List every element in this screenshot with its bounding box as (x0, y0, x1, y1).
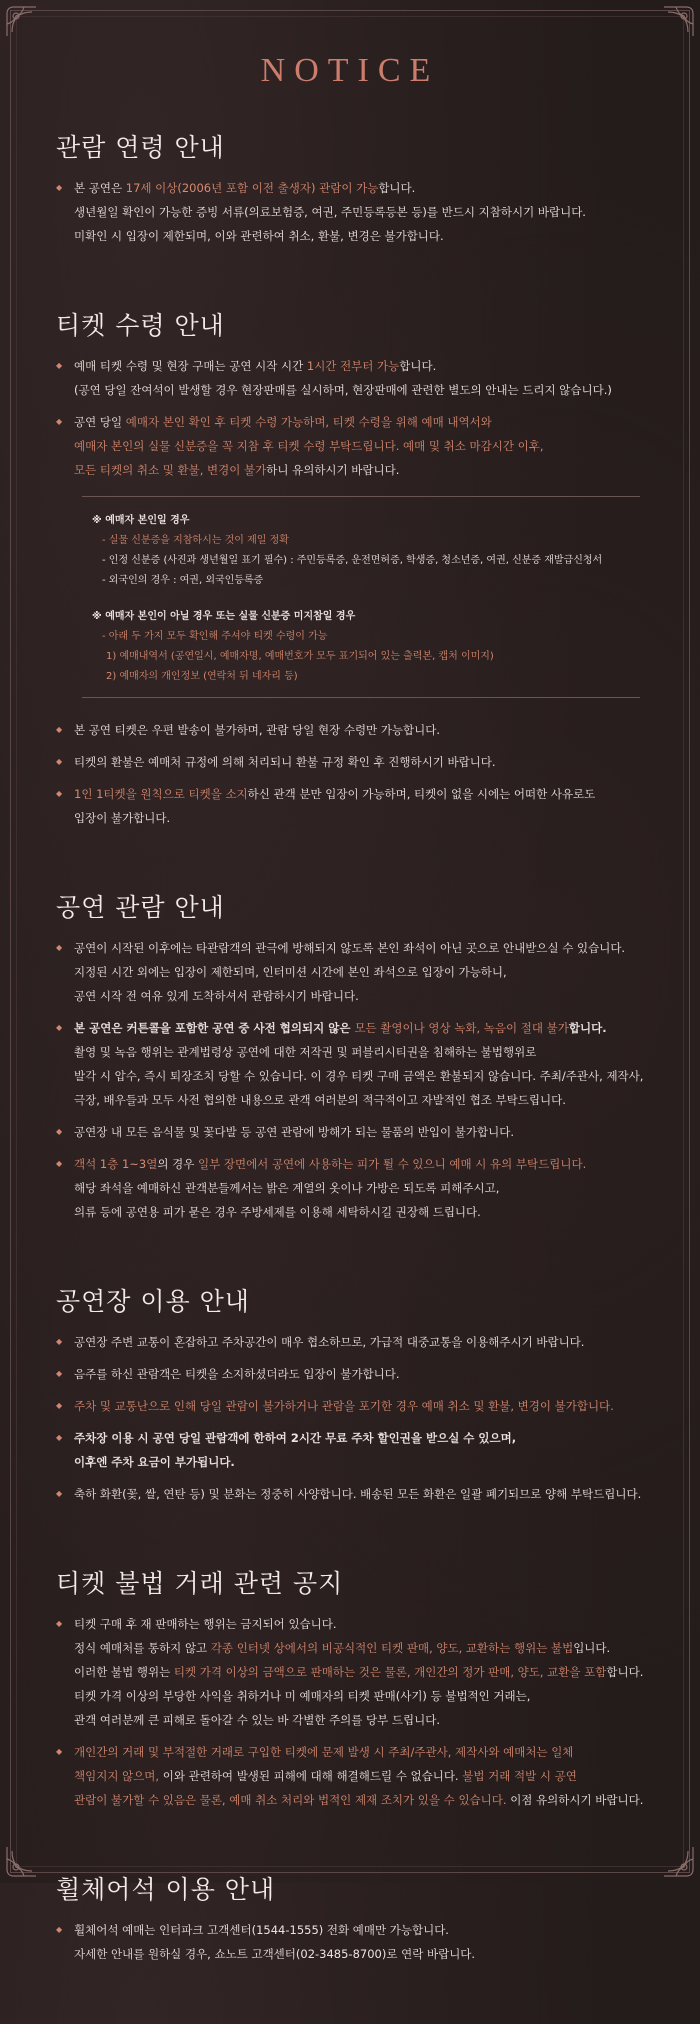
notice-text: 해당 좌석을 예매하신 관객분들께서는 밝은 계열의 옷이나 가방은 되도록 피해주시고, 의류 등에 공연용 피가 묻은 경우 주방세제를 이용해 세탁하시길 권장해 드립니다. (74, 1181, 500, 1219)
notice-item (56, 936, 656, 1008)
notice-content (56, 128, 656, 2024)
notice-list (56, 354, 656, 482)
notice-text: 합니다. 티켓 가격 이상의 부당한 사익을 취하거나 미 예매자의 티켓 판매(사기) 등 불법적인 거래는, 관객 여러분께 큰 피해로 돌아갈 수 있는 바 각별한 주의를 당부 드립니다. (74, 1665, 644, 1727)
notice-text: 주차장 이용 시 공연 당일 관람객에 한하여 2시간 무료 주차 할인권을 받으실 수 있으며, 이후엔 주차 요금이 부가됩니다. (74, 1431, 517, 1469)
highlight-text: 17세 이상(2006년 포함 이전 출생자) 관람이 가능 (125, 181, 379, 195)
ornament-corner-icon (4, 1845, 38, 1879)
highlight-text: 모든 촬영이나 영상 녹화, 녹음이 절대 불가 (354, 1021, 569, 1035)
notice-text: 예매 티켓 수령 및 현장 구매는 공연 시작 시간 (74, 359, 307, 373)
highlight-text: 각종 인터넷 상에서의 비공식적인 티켓 판매, 양도, 교환하는 행위는 불법 (210, 1641, 574, 1655)
notice-item (56, 750, 656, 774)
notice-item (56, 1330, 656, 1354)
id-requirements-box (82, 496, 640, 698)
notice-section (56, 1870, 656, 1966)
box-line: 1) 예매내역서 (공연일시, 예매자명, 예매번호가 모두 표기되어 있는 출력본, 캡처 이미지) (106, 651, 494, 662)
notice-text: 본 공연은 커튼콜을 포함한 공연 중 사전 협의되지 않은 (74, 1021, 355, 1035)
notice-item (56, 1612, 656, 1732)
notice-list (56, 176, 656, 248)
notice-item (56, 718, 656, 742)
notice-item (56, 176, 656, 248)
notice-list (56, 1330, 656, 1506)
notice-text: 본 공연은 (74, 181, 126, 195)
notice-section (56, 1282, 656, 1506)
notice-list (56, 1918, 656, 1966)
notice-item (56, 1152, 656, 1224)
highlight-text: 일부 장면에서 공연에 사용하는 피가 튈 수 있으니 예매 시 유의 부탁드립니다. (197, 1157, 587, 1171)
notice-section (56, 306, 656, 830)
notice-text: 의 경우 (157, 1157, 198, 1171)
notice-text: 이점 유의하시기 바랍니다. (506, 1793, 644, 1807)
box-line: - 외국인의 경우 : 여권, 외국인등록증 (102, 575, 264, 586)
notice-section (56, 888, 656, 1224)
box-line: 2) 예매자의 개인정보 (연락처 뒤 네자리 등) (106, 671, 298, 682)
notice-text: 공연 당일 (74, 415, 126, 429)
notice-list (56, 1612, 656, 1812)
notice-text: 음주를 하신 관람객은 티켓을 소지하셨더라도 입장이 불가합니다. (74, 1367, 400, 1381)
section-title: 티켓 수령 안내 (56, 311, 225, 340)
notice-text: 합니다. 생년월일 확인이 가능한 증빙 서류(의료보험증, 여권, 주민등록등본 등)를 반드시 지참하시기 바랍니다. 미확인 시 입장이 제한되며, 이와 관련하여 취소, 환불, 변경은 불가합니다. (74, 181, 586, 243)
notice-section (56, 1564, 656, 1812)
notice-list (56, 936, 656, 1224)
notice-item (56, 1362, 656, 1386)
notice-text: 티켓 구매 후 재 판매하는 행위는 금지되어 있습니다. 정식 예매처를 통하지 않고 (74, 1617, 337, 1655)
section-title: 공연 관람 안내 (56, 893, 225, 922)
notice-item (56, 782, 656, 830)
box-line: - 아래 두 가지 모두 확인해 주셔야 티켓 수령이 가능 (102, 631, 328, 642)
notice-item (56, 1394, 656, 1418)
notice-section (56, 128, 656, 248)
notice-text: 입니다. 이러한 불법 행위는 (74, 1641, 611, 1679)
ornament-corner-icon (4, 4, 38, 38)
notice-text: 이와 관련하여 발생된 피해에 대해 해결해드릴 수 없습니다. (159, 1769, 463, 1783)
highlight-text: 예매자 본인 확인 후 티켓 수령 가능하며, 티켓 수령을 위해 예매 내역서와 예매자 본인의 실물 신분증을 꼭 지참 후 티켓 수령 부탁드립니다. 예매 및 취소 마감시간 이후, 모든 티켓의 취소 및 환불, 변경이 불가 (74, 415, 544, 477)
highlight-text: 개인간의 거래 및 부적절한 거래로 구입한 티켓에 문제 발생 시 주최/주관사, 제작사와 예매처는 일체 책임지지 않으며, (74, 1745, 574, 1783)
notice-list (56, 718, 656, 830)
notice-item (56, 354, 656, 402)
notice-text: 합니다. (568, 1021, 607, 1035)
box-spacer (92, 591, 640, 605)
notice-text: 티켓의 환불은 예매처 규정에 의해 처리되니 환불 규정 확인 후 진행하시기 바랍니다. (74, 755, 496, 769)
section-title: 관람 연령 안내 (56, 133, 225, 162)
notice-text: 하니 유의하시기 바랍니다. (266, 463, 400, 477)
highlight-text: 티켓 가격 이상의 금액으로 판매하는 것은 물론, 개인간의 정가 판매, 양도, 교환을 포함 (173, 1665, 607, 1679)
highlight-text: 객석 1층 1~3열 (74, 1157, 158, 1171)
notice-text: 공연장 주변 교통이 혼잡하고 주차공간이 매우 협소하므로, 가급적 대중교통을 이용해주시기 바랍니다. (74, 1335, 585, 1349)
section-title: 공연장 이용 안내 (56, 1287, 250, 1316)
highlight-text: 1시간 전부터 가능 (306, 359, 400, 373)
ornament-corner-icon (662, 4, 696, 38)
notice-text: 축하 화환(꽃, 쌀, 연탄 등) 및 분화는 정중히 사양합니다. 배송된 모든 화환은 일괄 폐기되므로 양해 부탁드립니다. (74, 1487, 642, 1501)
highlight-text: 1인 1티켓을 원칙으로 티켓을 소지 (74, 787, 248, 801)
box-line: - 실물 신분증을 지참하시는 것이 제일 정확 (102, 535, 289, 546)
section-title: 티켓 불법 거래 관련 공지 (56, 1569, 344, 1598)
notice-item (56, 1016, 656, 1112)
notice-text: 공연이 시작된 이후에는 타관람객의 관극에 방해되지 않도록 본인 좌석이 아닌 곳으로 안내받으실 수 있습니다. 지정된 시간 외에는 입장이 제한되며, 인터미션 시간에 본인 좌석으로 입장이 가능하니, 공연 시작 전 여유 있게 도착하셔서 관람하시기 바랍니다. (74, 941, 626, 1003)
notice-item (56, 1120, 656, 1144)
box-line: - 인정 신분증 (사진과 생년월일 표기 필수) : 주민등록증, 운전면허증, 학생증, 청소년증, 여권, 신분증 재발급신청서 (102, 555, 603, 566)
notice-text: 하신 관객 분만 입장이 가능하며, 티켓이 없을 시에는 어떠한 사유로도 입장이 불가합니다. (74, 787, 596, 825)
notice-text: 본 공연 티켓은 우편 발송이 불가하며, 관람 당일 현장 수령만 가능합니다. (74, 723, 441, 737)
notice-item (56, 1482, 656, 1506)
highlight-text: 주차 및 교통난으로 인해 당일 관람이 불가하거나 관람을 포기한 경우 예매 취소 및 환불, 변경이 불가합니다. (74, 1399, 614, 1413)
notice-text: 촬영 및 녹음 행위는 관계법령상 공연에 대한 저작권 및 퍼블리시티권을 침해하는 불법행위로 발각 시 압수, 즉시 퇴장조치 당할 수 있습니다. 이 경우 티켓 구매 금액은 환불되지 않습니다. 주최/주관사, 제작사, 극장, 배우들과 모두 사전 협의한 내용으로 관객 여러분의 적극적이고 자발적인 협조 부탁드립니다. (74, 1045, 644, 1107)
notice-text: 공연장 내 모든 음식물 및 꽃다발 등 공연 관람에 방해가 되는 물품의 반입이 불가합니다. (74, 1125, 514, 1139)
ornament-corner-icon (662, 1845, 696, 1879)
notice-text: 합니다. (공연 당일 잔여석이 발생할 경우 현장판매를 실시하며, 현장판매에 관련한 별도의 안내는 드리지 않습니다.) (74, 359, 612, 397)
box-heading: ※ 예매자 본인일 경우 (92, 515, 190, 526)
notice-text: 휠체어석 예매는 인터파크 고객센터(1544-1555) 전화 예매만 가능합니다. 자세한 안내를 원하실 경우, 쇼노트 고객센터(02-3485-8700)로 연락 바랍니다. (74, 1923, 476, 1961)
box-heading: ※ 예매자 본인이 아닐 경우 또는 실물 신분증 미지참일 경우 (92, 611, 356, 622)
page-title: NOTICE (260, 52, 440, 89)
notice-item (56, 1740, 656, 1812)
notice-item (56, 410, 656, 482)
notice-item (56, 1426, 656, 1474)
section-title: 휠체어석 이용 안내 (56, 1875, 276, 1904)
notice-item (56, 1918, 656, 1966)
highlight-text: 불법 거래 적발 시 공연 관람이 불가할 수 있음은 물론, 예매 취소 처리와 법적인 제재 조치가 있을 수 있습니다. (74, 1769, 577, 1807)
